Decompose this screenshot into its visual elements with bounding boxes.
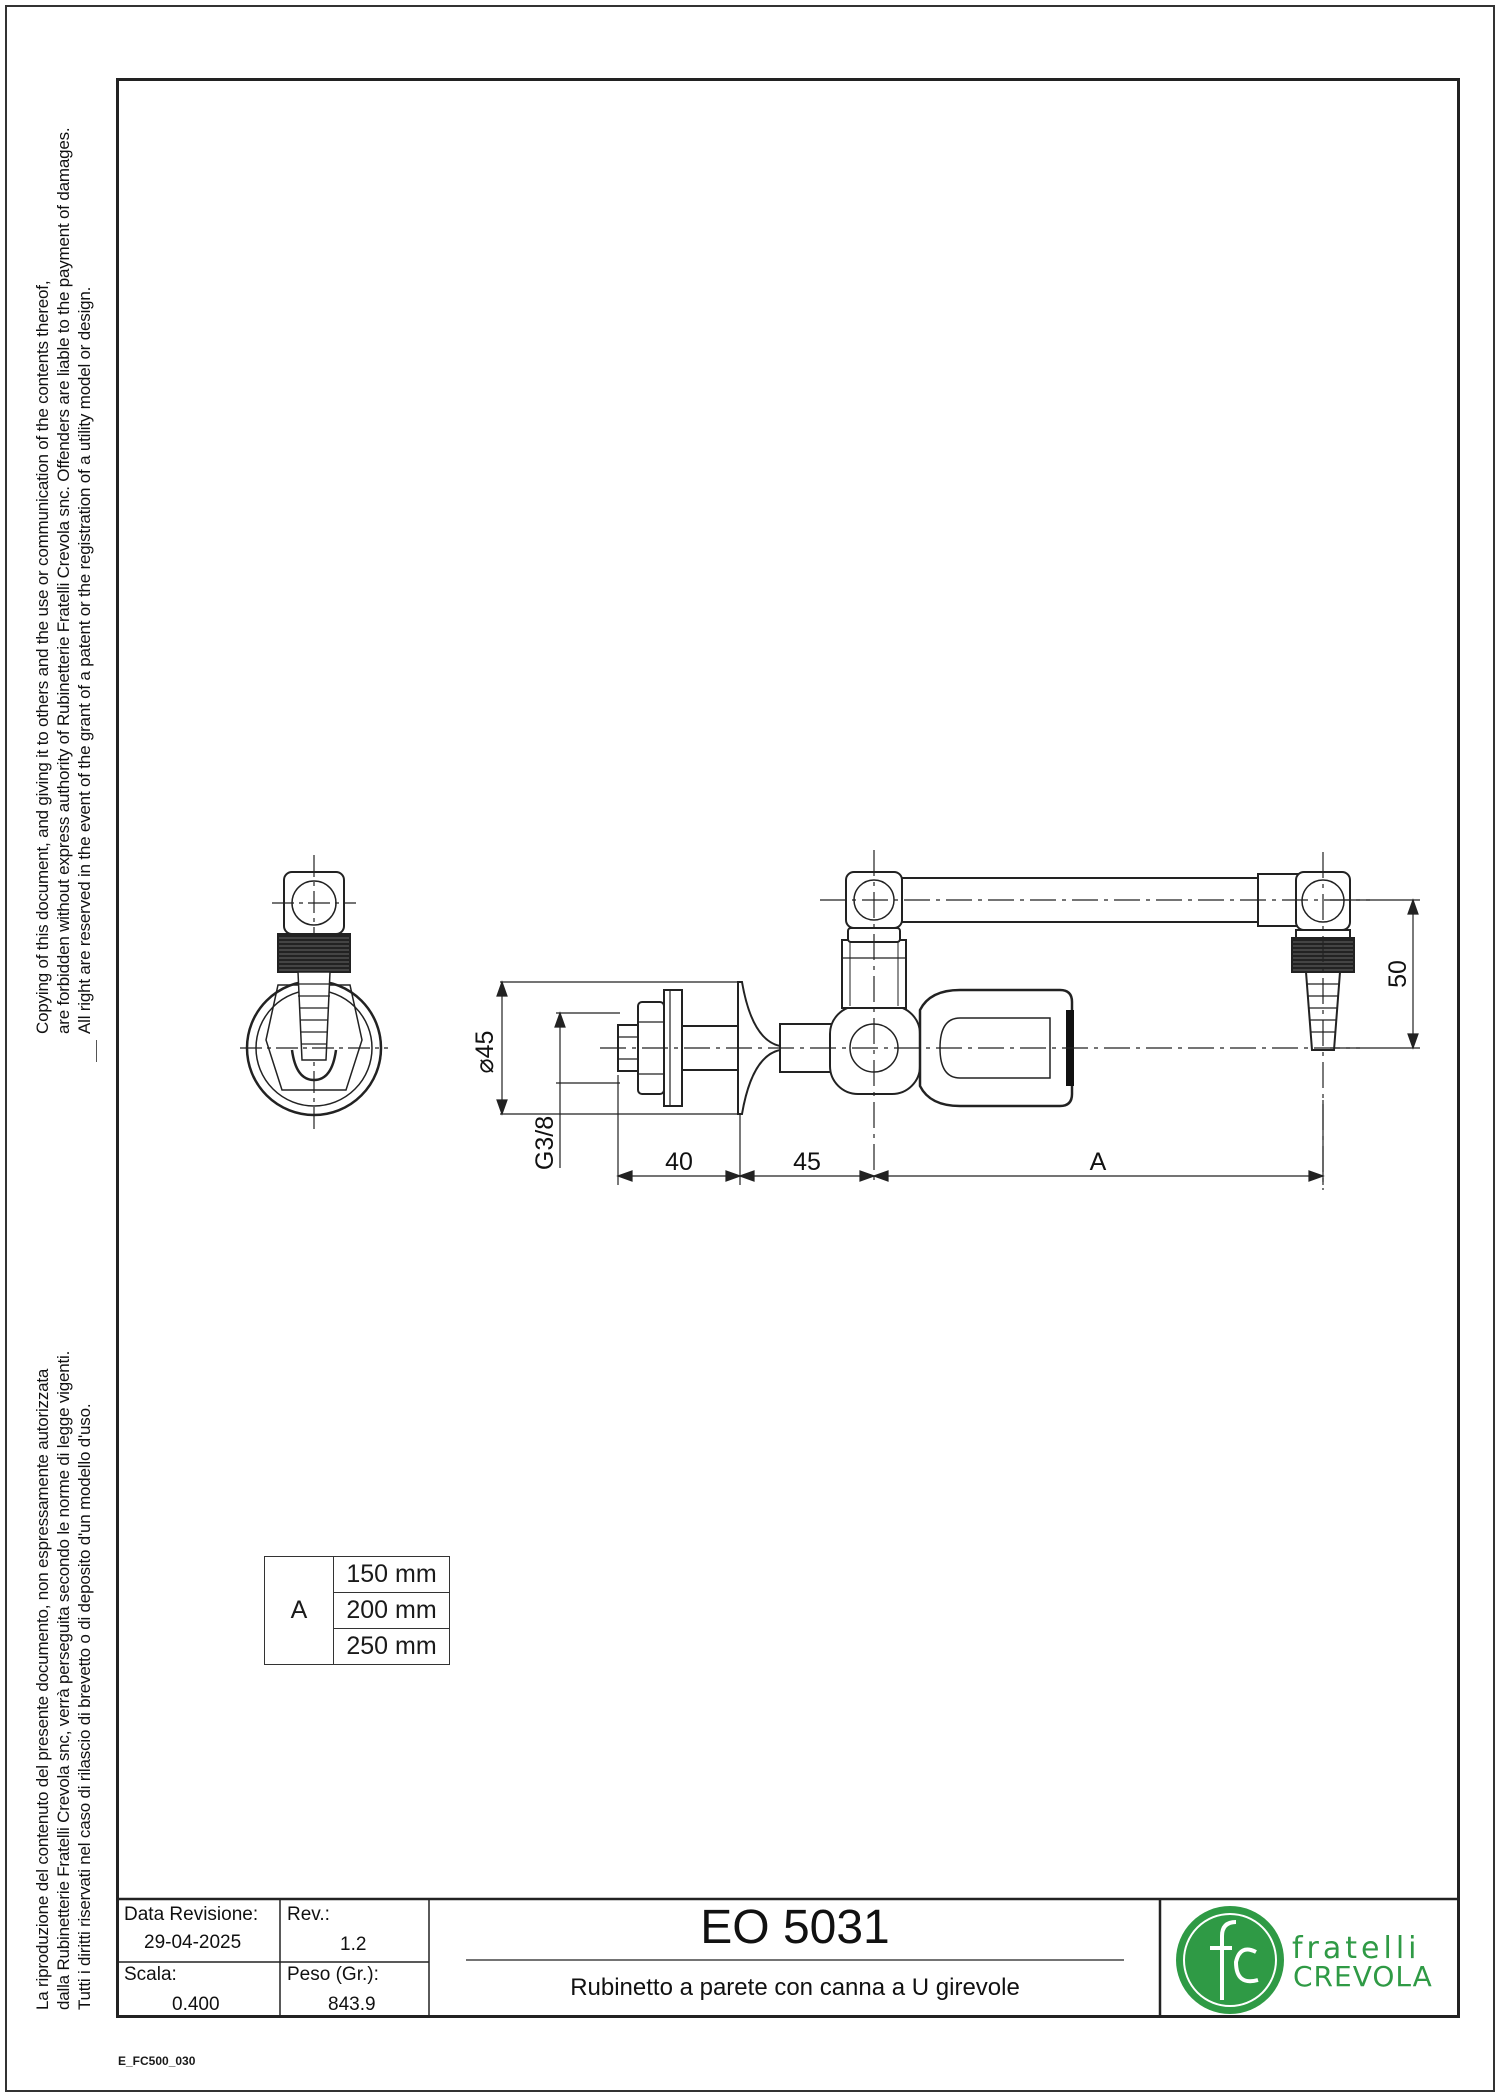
front-view: [600, 850, 1370, 1190]
product-code: EO 5031: [700, 1901, 890, 1954]
weight-value: 843.9: [328, 1994, 376, 2015]
dimension-diameter: [471, 1031, 499, 1074]
rev-value: 1.2: [340, 1934, 367, 1955]
weight-label: Peso (Gr.):: [287, 1964, 379, 1985]
dim-thread-label: G3/8: [531, 1115, 559, 1171]
dim-dia-value: 45: [471, 1030, 499, 1059]
dim-40-label: 40: [665, 1148, 693, 1176]
notice-en-line-3: All right are reserved in the event of the grant of a patent or the registration of a utility model or design.: [75, 286, 94, 1034]
product-description: Rubinetto a parete con canna a U girevole: [570, 1974, 1020, 2001]
scale-value: 0.400: [172, 1994, 220, 2015]
dim-dia-label: [471, 1031, 499, 1074]
document-id: E_FC500_030: [118, 2054, 196, 2068]
notice-en-line-2: are forbidden without express authority of Rubinetterie Fratelli Crevola snc. Offenders are liable to the payment of damages.: [54, 127, 73, 1034]
dim-45-label: 45: [793, 1148, 821, 1176]
notice-it-line-2: dalla Rubinetterie Fratelli Crevola snc, verrà perseguita secondo le norme di legge vigenti.: [54, 1350, 73, 2010]
brand-line-2: CREVOLA: [1293, 1960, 1433, 1993]
brand-logo: [1176, 1906, 1284, 2014]
notice-en-line-1: Copying of this document, and giving it to others and the use or communication of the contents thereof,: [33, 280, 52, 1034]
side-view: [240, 855, 388, 1132]
a-dimension-table: [264, 1556, 450, 1665]
a-value-2: 200 mm: [334, 1593, 450, 1629]
scale-label: Scala:: [124, 1964, 177, 1985]
notice-it-line-1: La riproduzione del contenuto del presente documento, non espressamente autorizzata: [33, 1368, 52, 2010]
a-value-1: 150 mm: [334, 1557, 450, 1593]
diameter-symbol: ⌀: [471, 1058, 499, 1074]
date-value: 29-04-2025: [144, 1932, 242, 1953]
a-table-key: A: [265, 1557, 334, 1665]
rev-label: Rev.:: [287, 1904, 330, 1925]
notice-it-line-3: Tutti i diritti riservati nel caso di rilascio di brevetto o di deposito d'un modello d'uso.: [75, 1403, 94, 2010]
date-label: Data Revisione:: [124, 1904, 259, 1925]
a-value-3: 250 mm: [334, 1629, 450, 1665]
dim-a-label: A: [1089, 1148, 1107, 1176]
brand-line-1: fratelli: [1292, 1931, 1421, 1966]
dim-50-label: 50: [1384, 960, 1412, 988]
